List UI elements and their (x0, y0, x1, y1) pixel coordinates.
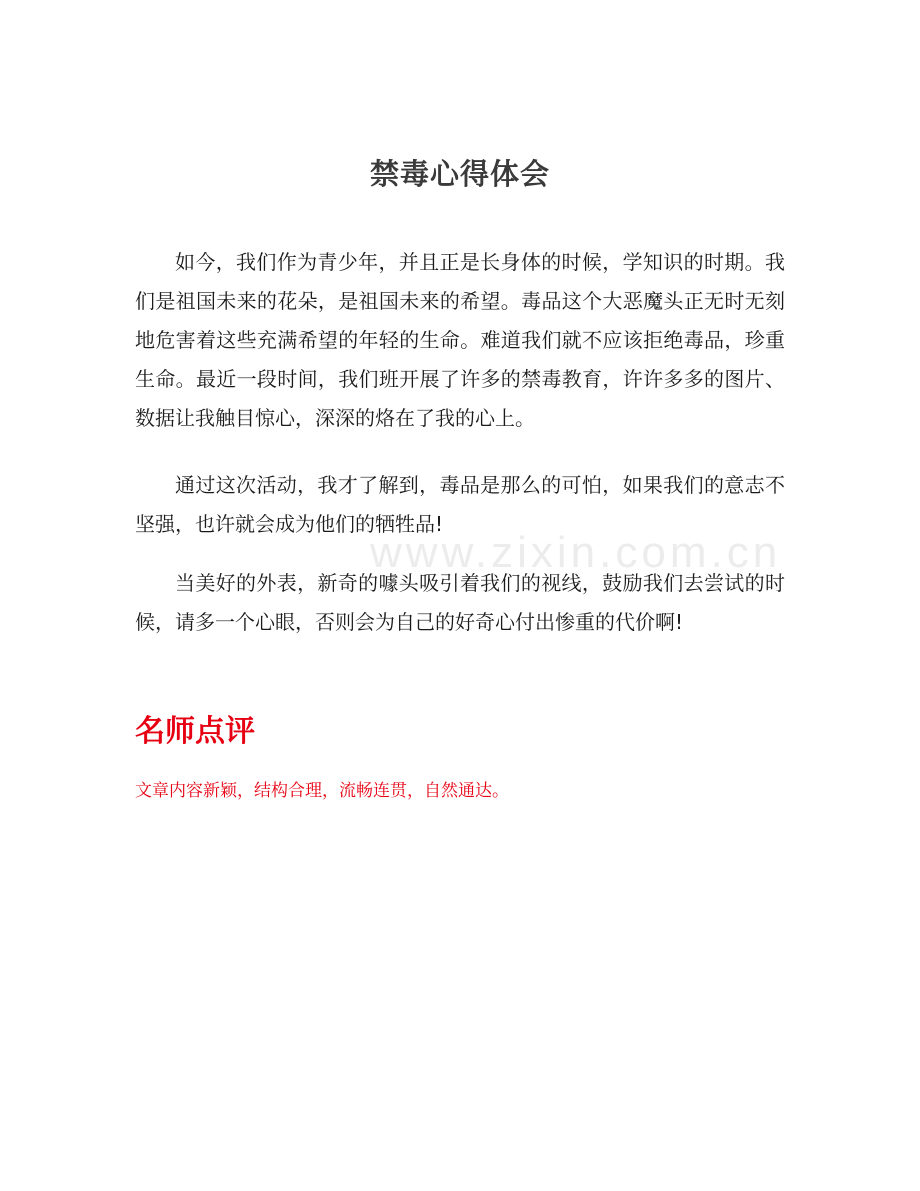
review-comment: 文章内容新颖，结构合理，流畅连贯，自然通达。 (135, 781, 509, 801)
paragraph-3: 当美好的外表，新奇的噱头吸引着我们的视线，鼓励我们去尝试的时候，请多一个心眼，否则会为自己的好奇心付出惨重的代价啊! (135, 571, 785, 634)
watermark: www.zixin.com.cn (370, 528, 782, 577)
document-title: 禁毒心得体会 (369, 157, 550, 191)
paragraph-1: 如今，我们作为青少年，并且正是长身体的时候，学知识的时期。我们是祖国未来的花朵，是祖国未来的希望。毒品这个大恶魔头正无时无刻地危害着这些充满希望的年轻的生命。难道我们就不应该拒绝毒品，珍重生命。最近一段时间，我们班开展了许多的禁毒教育，许许多多的图片、数据让我触目惊心，深深的烙在了我的心上。 (135, 250, 785, 430)
paragraph-2: 通过这次活动，我才了解到，毒品是那么的可怕，如果我们的意志不坚强，也许就会成为他们的牺牲品! (135, 473, 785, 536)
review-heading: 名师点评 (135, 714, 255, 749)
